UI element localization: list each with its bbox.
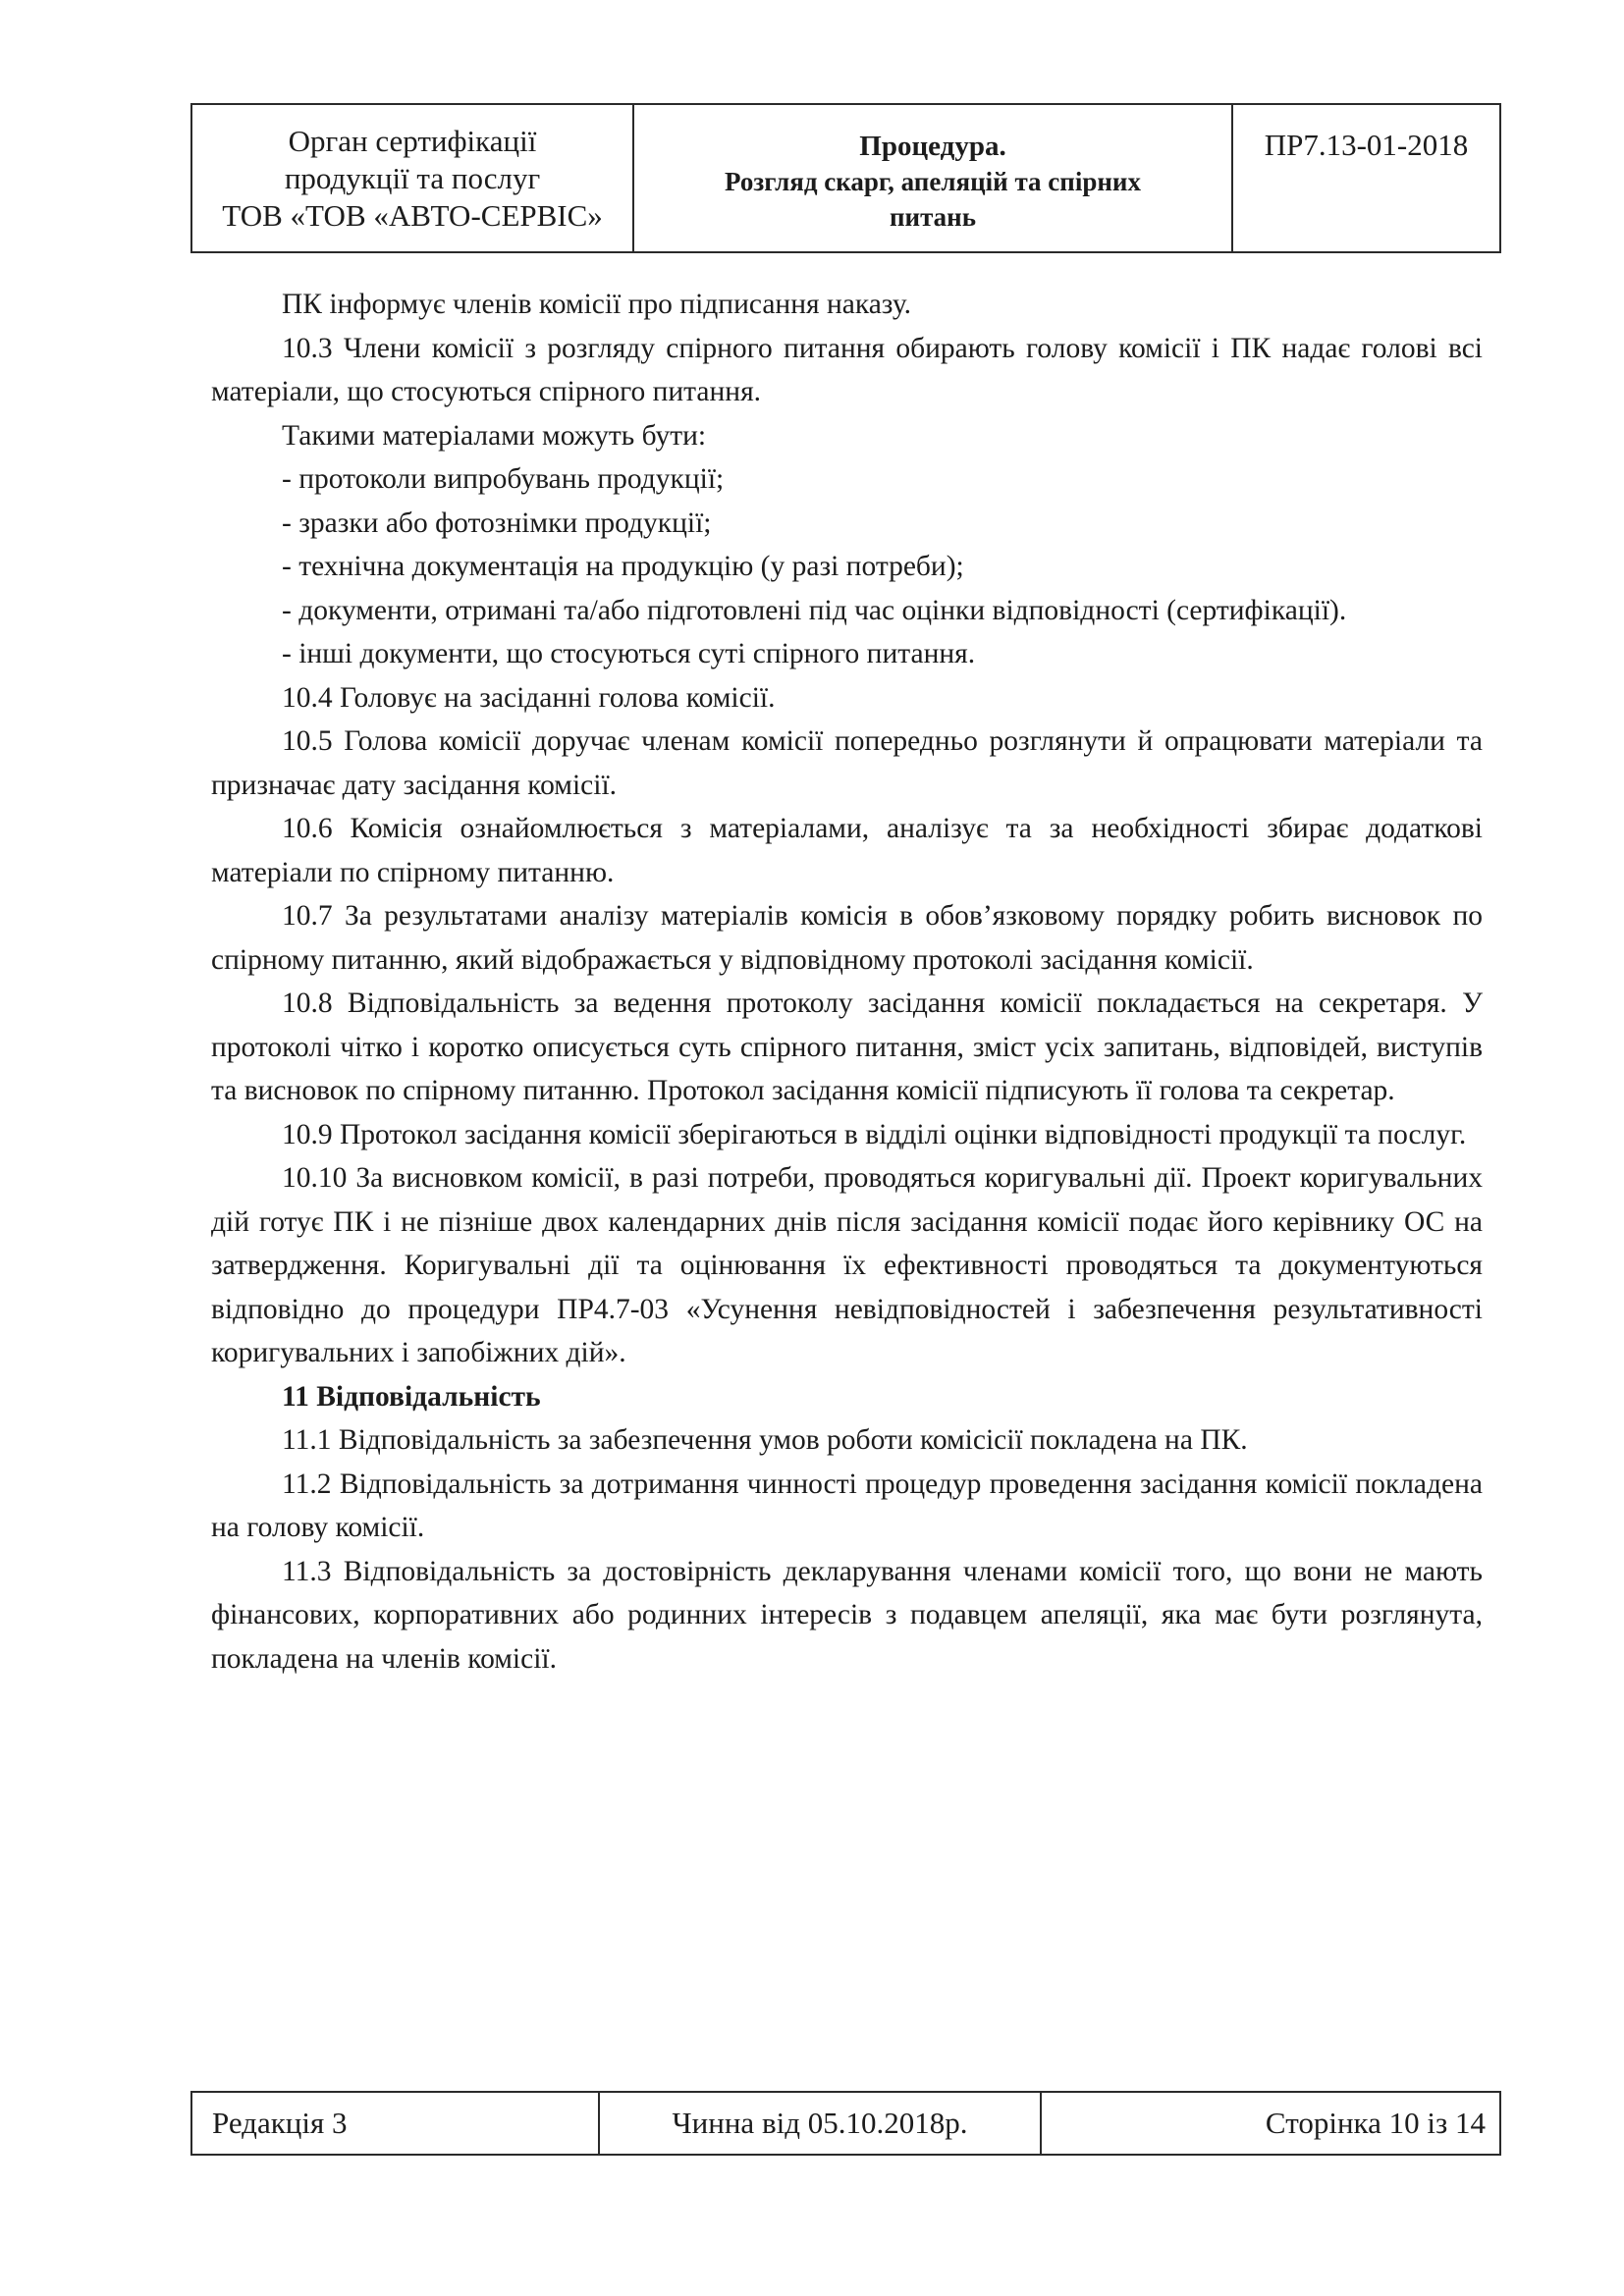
list-item: - протоколи випробувань продукції; xyxy=(282,463,725,495)
list-item: - інші документи, що стосуються суті спірного питання. xyxy=(282,638,976,669)
list-item: - технічна документація на продукцію (у разі потреби); xyxy=(282,551,964,582)
footer-valid-from: Чинна від 05.10.2018р. xyxy=(600,2093,1042,2154)
paragraph: 10.9 Протокол засідання комісії зберігаються в відділі оцінки відповідності продукції та послуг. xyxy=(282,1118,1467,1150)
header-procedure-title xyxy=(634,105,1233,251)
org-line-3: ТОВ «ТОВ «АВТО-СЕРВІС» xyxy=(222,198,603,233)
org-line-2: продукції та послуг xyxy=(284,161,541,195)
paragraph: ПК інформує членів комісії про підписання наказу. xyxy=(282,289,912,320)
paragraph: 10.10 За висновком комісії, в разі потреби, проводяться коригувальні дії. Проект коригувальних дій готує ПК і не пізніше двох календарних днів після засідання комісії подає його керівнику ОС на затвердження. Коригувальні дії та оцінювання їх ефективності проводяться та документуються відповідно до процедури ПР4.7-03 «Усунення невідповідностей і забезпечення результативності коригувальних і запобіжних дій». xyxy=(211,1162,1483,1368)
paragraph: 11.2 Відповідальність за дотримання чинності процедур проведення засідання комісії покладена на голову комісії. xyxy=(211,1468,1483,1543)
org-line-1: Орган сертифікації xyxy=(288,124,537,158)
paragraph: 10.8 Відповідальність за ведення протоколу засідання комісії покладається на секретаря. У протоколі чітко і коротко описується суть спірного питання, зміст усіх запитань, відповідей, виступів та висновок по спірному питанню. Протокол засідання комісії підписують її голова та секретар. xyxy=(211,988,1483,1106)
title-line-2: Розгляд скарг, апеляцій та спірних xyxy=(725,167,1141,196)
list-item: - зразки або фотознімки продукції; xyxy=(282,507,712,539)
footer-page-number: Сторінка 10 із 14 xyxy=(1265,2106,1486,2140)
list-item: - документи, отримані та/або підготовлені під час оцінки відповідності (сертифікації). xyxy=(282,594,1347,626)
footer-revision: Редакція 3 xyxy=(192,2093,600,2154)
header-organization xyxy=(192,105,634,251)
paragraph: 10.3 Члени комісії з розгляду спірного питання обирають голову комісії і ПК надає голові всі матеріали, що стосуються спірного питання. xyxy=(211,332,1483,407)
paragraph: 10.7 За результатами аналізу матеріалів комісія в обов’язковому порядку робить висновок по спірному питанню, який відображається у відповідному протоколі засідання комісії. xyxy=(211,900,1483,976)
title-line-3: питань xyxy=(889,202,977,232)
title-line-1: Процедура. xyxy=(859,131,1006,162)
header-document-code xyxy=(1233,105,1499,251)
paragraph: 11.1 Відповідальність за забезпечення умов роботи комісісії покладена на ПК. xyxy=(282,1424,1248,1456)
document-code: ПР7.13-01-2018 xyxy=(1264,128,1469,162)
document-body xyxy=(211,283,1483,1681)
section-heading: 11 Відповідальність xyxy=(282,1380,541,1413)
document-header xyxy=(190,103,1501,253)
paragraph: 10.4 Головує на засіданні голова комісії. xyxy=(282,681,776,714)
paragraph: Такими матеріалами можуть бути: xyxy=(282,419,707,452)
document-footer xyxy=(190,2091,1501,2156)
paragraph: 11.3 Відповідальність за достовірність декларування членами комісії того, що вони не мають фінансових, корпоративних або родинних інтересів з подавцем апеляції, яка має бути розглянута, покладена на членів комісії. xyxy=(211,1555,1483,1675)
paragraph: 10.5 Голова комісії доручає членам комісії попередньо розглянути й опрацювати матеріали та призначає дату засідання комісії. xyxy=(211,725,1483,801)
paragraph: 10.6 Комісія ознайомлюється з матеріалами, аналізує та за необхідності збирає додаткові матеріали по спірному питанню. xyxy=(211,813,1483,888)
